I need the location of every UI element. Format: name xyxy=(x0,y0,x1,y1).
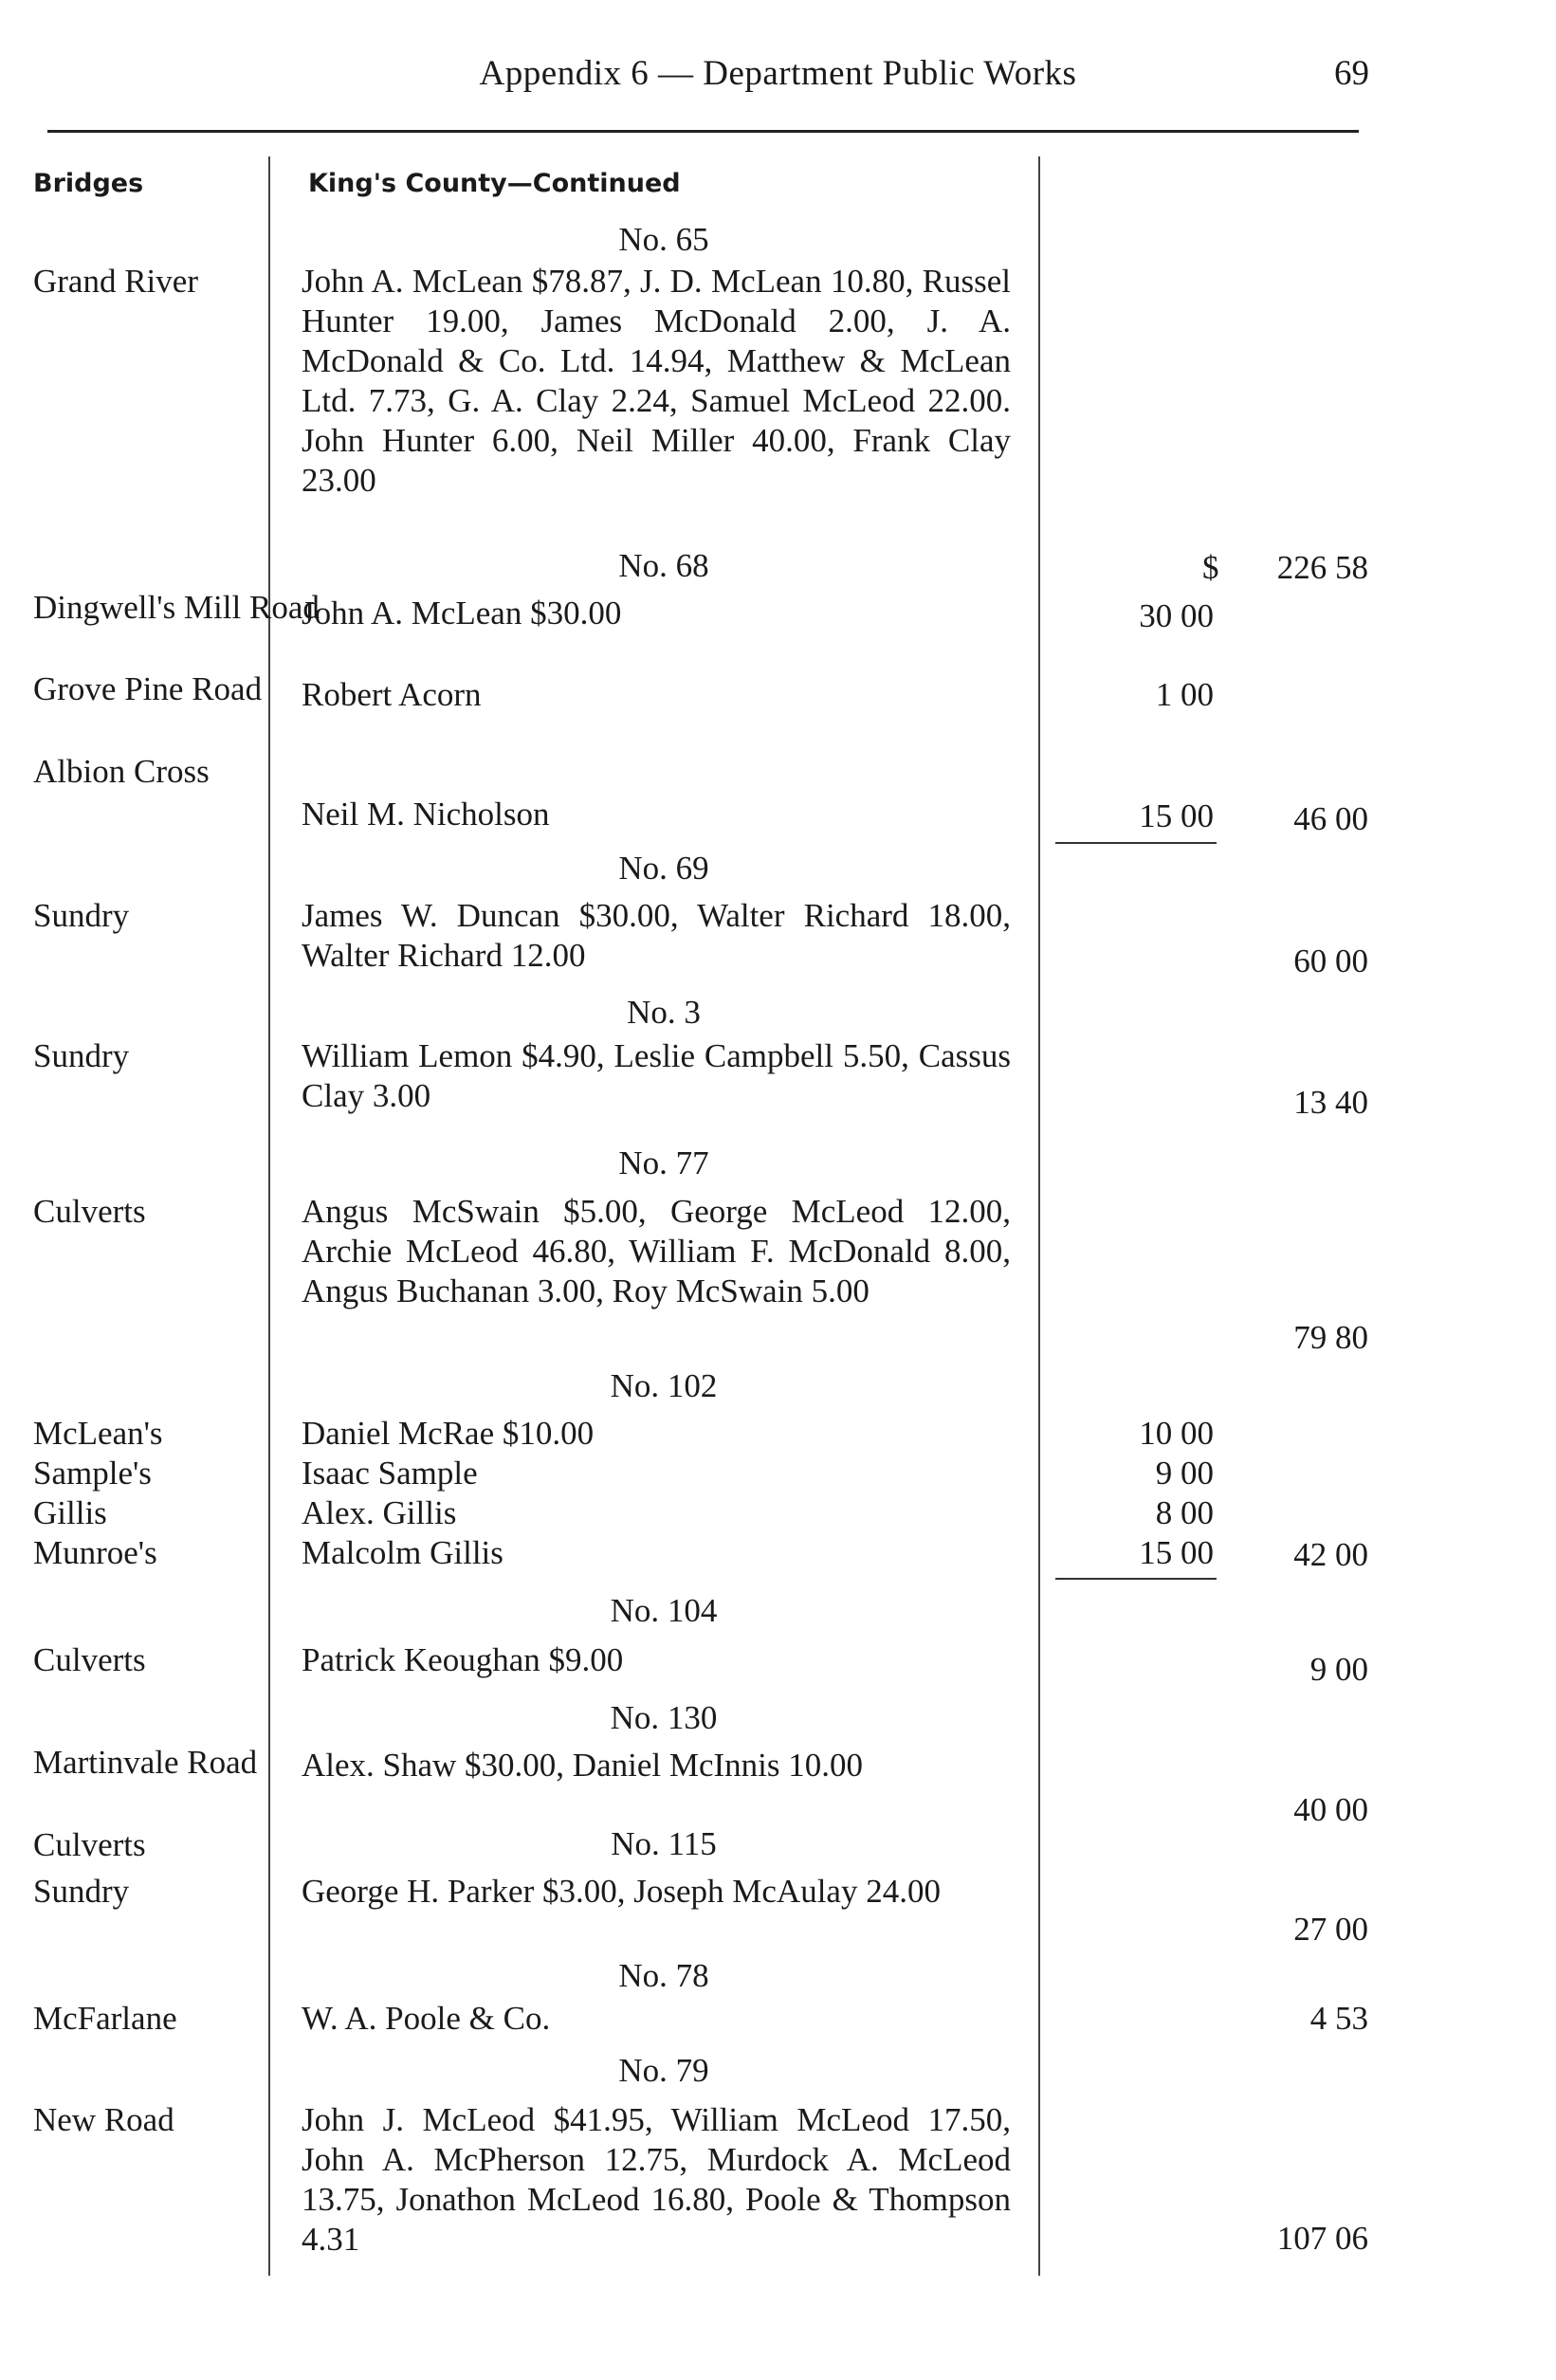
location-label: Sundry xyxy=(33,1873,130,1910)
section-total: 4 53 xyxy=(1309,2000,1368,2037)
entry-description: William Lemon $4.90, Leslie Campbell 5.50, Cassus Clay 3.00 xyxy=(302,1037,1011,1114)
entry-description: Isaac Sample xyxy=(302,1455,478,1492)
location-label: Sample's xyxy=(33,1455,152,1492)
section-total: 13 40 xyxy=(1293,1084,1368,1121)
entry-description: Angus McSwain $5.00, George McLeod 12.00, Archie McLeod 46.80, William F. McDonald 8.00, Angus Buchanan 3.00, Roy McSwain 5.00 xyxy=(302,1193,1011,1309)
account-number: No. 3 xyxy=(627,994,701,1031)
entry-amount: 15 00 xyxy=(1139,1534,1214,1571)
entry-description: W. A. Poole & Co. xyxy=(302,2000,551,2037)
column-label-county: King's County—Continued xyxy=(308,169,681,198)
location-label: Grand River xyxy=(33,263,198,300)
column-divider-right xyxy=(1038,156,1040,2276)
entry-description: George H. Parker $3.00, Joseph McAulay 24.00 xyxy=(302,1873,941,1910)
entry-description: Neil M. Nicholson xyxy=(302,796,550,833)
entry-description: John J. McLeod $41.95, William McLeod 17.50, John A. McPherson 12.75, Murdock A. McLeod 13.75, Jonathon McLeod 16.80, Poole & Thompson 4.31 xyxy=(302,2101,1011,2258)
location-label: Sundry xyxy=(33,897,130,934)
account-number: No. 68 xyxy=(618,547,709,584)
entry-description: Alex. Gillis xyxy=(302,1494,457,1531)
entry-description: Daniel McRae $10.00 xyxy=(302,1415,595,1452)
account-number: No. 102 xyxy=(610,1367,718,1404)
account-number: No. 69 xyxy=(618,850,709,887)
section-total: 9 00 xyxy=(1309,1651,1368,1688)
account-number: No. 115 xyxy=(611,1825,717,1862)
section-total: 40 00 xyxy=(1293,1791,1368,1828)
column-divider-left xyxy=(268,156,270,2276)
dollar-sign: $ xyxy=(1202,549,1219,586)
entry-description: John A. McLean $30.00 xyxy=(302,595,622,632)
entry-amount: 1 00 xyxy=(1155,676,1214,713)
entry-description: Malcolm Gillis xyxy=(302,1534,503,1571)
entry-amount: 10 00 xyxy=(1139,1415,1214,1452)
location-label: McFarlane xyxy=(33,2000,177,2037)
section-total: 226 58 xyxy=(1276,549,1368,586)
section-total: 60 00 xyxy=(1293,943,1368,979)
account-number: No. 79 xyxy=(618,2052,709,2089)
account-number: No. 65 xyxy=(618,221,709,258)
location-label: Grove Pine Road xyxy=(33,670,263,707)
location-label: Culverts xyxy=(33,1641,146,1678)
column-label-bridges: Bridges xyxy=(33,169,144,198)
location-label: Munroe's xyxy=(33,1534,157,1571)
account-number: No. 77 xyxy=(618,1144,709,1181)
header-rule xyxy=(47,130,1359,133)
location-label: Gillis xyxy=(33,1494,107,1531)
entry-description: Robert Acorn xyxy=(302,676,482,713)
account-number: No. 130 xyxy=(610,1699,718,1736)
entry-description: Alex. Shaw $30.00, Daniel McInnis 10.00 xyxy=(302,1747,864,1784)
account-number: No. 104 xyxy=(610,1592,718,1629)
entry-amount: 8 00 xyxy=(1155,1494,1214,1531)
section-total: 46 00 xyxy=(1293,800,1368,837)
location-label: Culverts xyxy=(33,1193,146,1230)
entry-description: John A. McLean $78.87, J. D. McLean 10.80, Russel Hunter 19.00, James McDonald 2.00, J. A. McDonald & Co. Ltd. 14.94, Matthew & McLean Ltd. 7.73, G. A. Clay 2.24, Samuel McLeod 22.00. John Hunter 6.00, Neil Miller 40.00, Frank Clay 23.00 xyxy=(302,263,1011,499)
page-header-title: Appendix 6 — Department Public Works xyxy=(479,54,1077,93)
section-total: 27 00 xyxy=(1293,1911,1368,1948)
location-label: Albion Cross xyxy=(33,753,210,790)
sum-rule xyxy=(1055,842,1217,844)
entry-amount: 30 00 xyxy=(1139,597,1214,634)
section-total: 107 06 xyxy=(1276,2220,1368,2257)
location-label: New Road xyxy=(33,2101,174,2138)
sum-rule xyxy=(1055,1578,1217,1580)
entry-description: Patrick Keoughan $9.00 xyxy=(302,1641,624,1678)
location-label: Culverts xyxy=(33,1826,146,1863)
location-label: McLean's xyxy=(33,1415,163,1452)
account-number: No. 78 xyxy=(618,1957,709,1994)
entry-description: James W. Duncan $30.00, Walter Richard 18.00, Walter Richard 12.00 xyxy=(302,897,1011,974)
location-label: Sundry xyxy=(33,1037,130,1074)
entry-amount: 15 00 xyxy=(1139,797,1214,834)
entry-amount: 9 00 xyxy=(1155,1455,1214,1492)
page-number: 69 xyxy=(1334,54,1369,93)
section-total: 42 00 xyxy=(1293,1536,1368,1573)
location-label: Martinvale Road xyxy=(33,1744,258,1781)
section-total: 79 80 xyxy=(1293,1319,1368,1356)
location-label: Dingwell's Mill Road xyxy=(33,589,320,626)
